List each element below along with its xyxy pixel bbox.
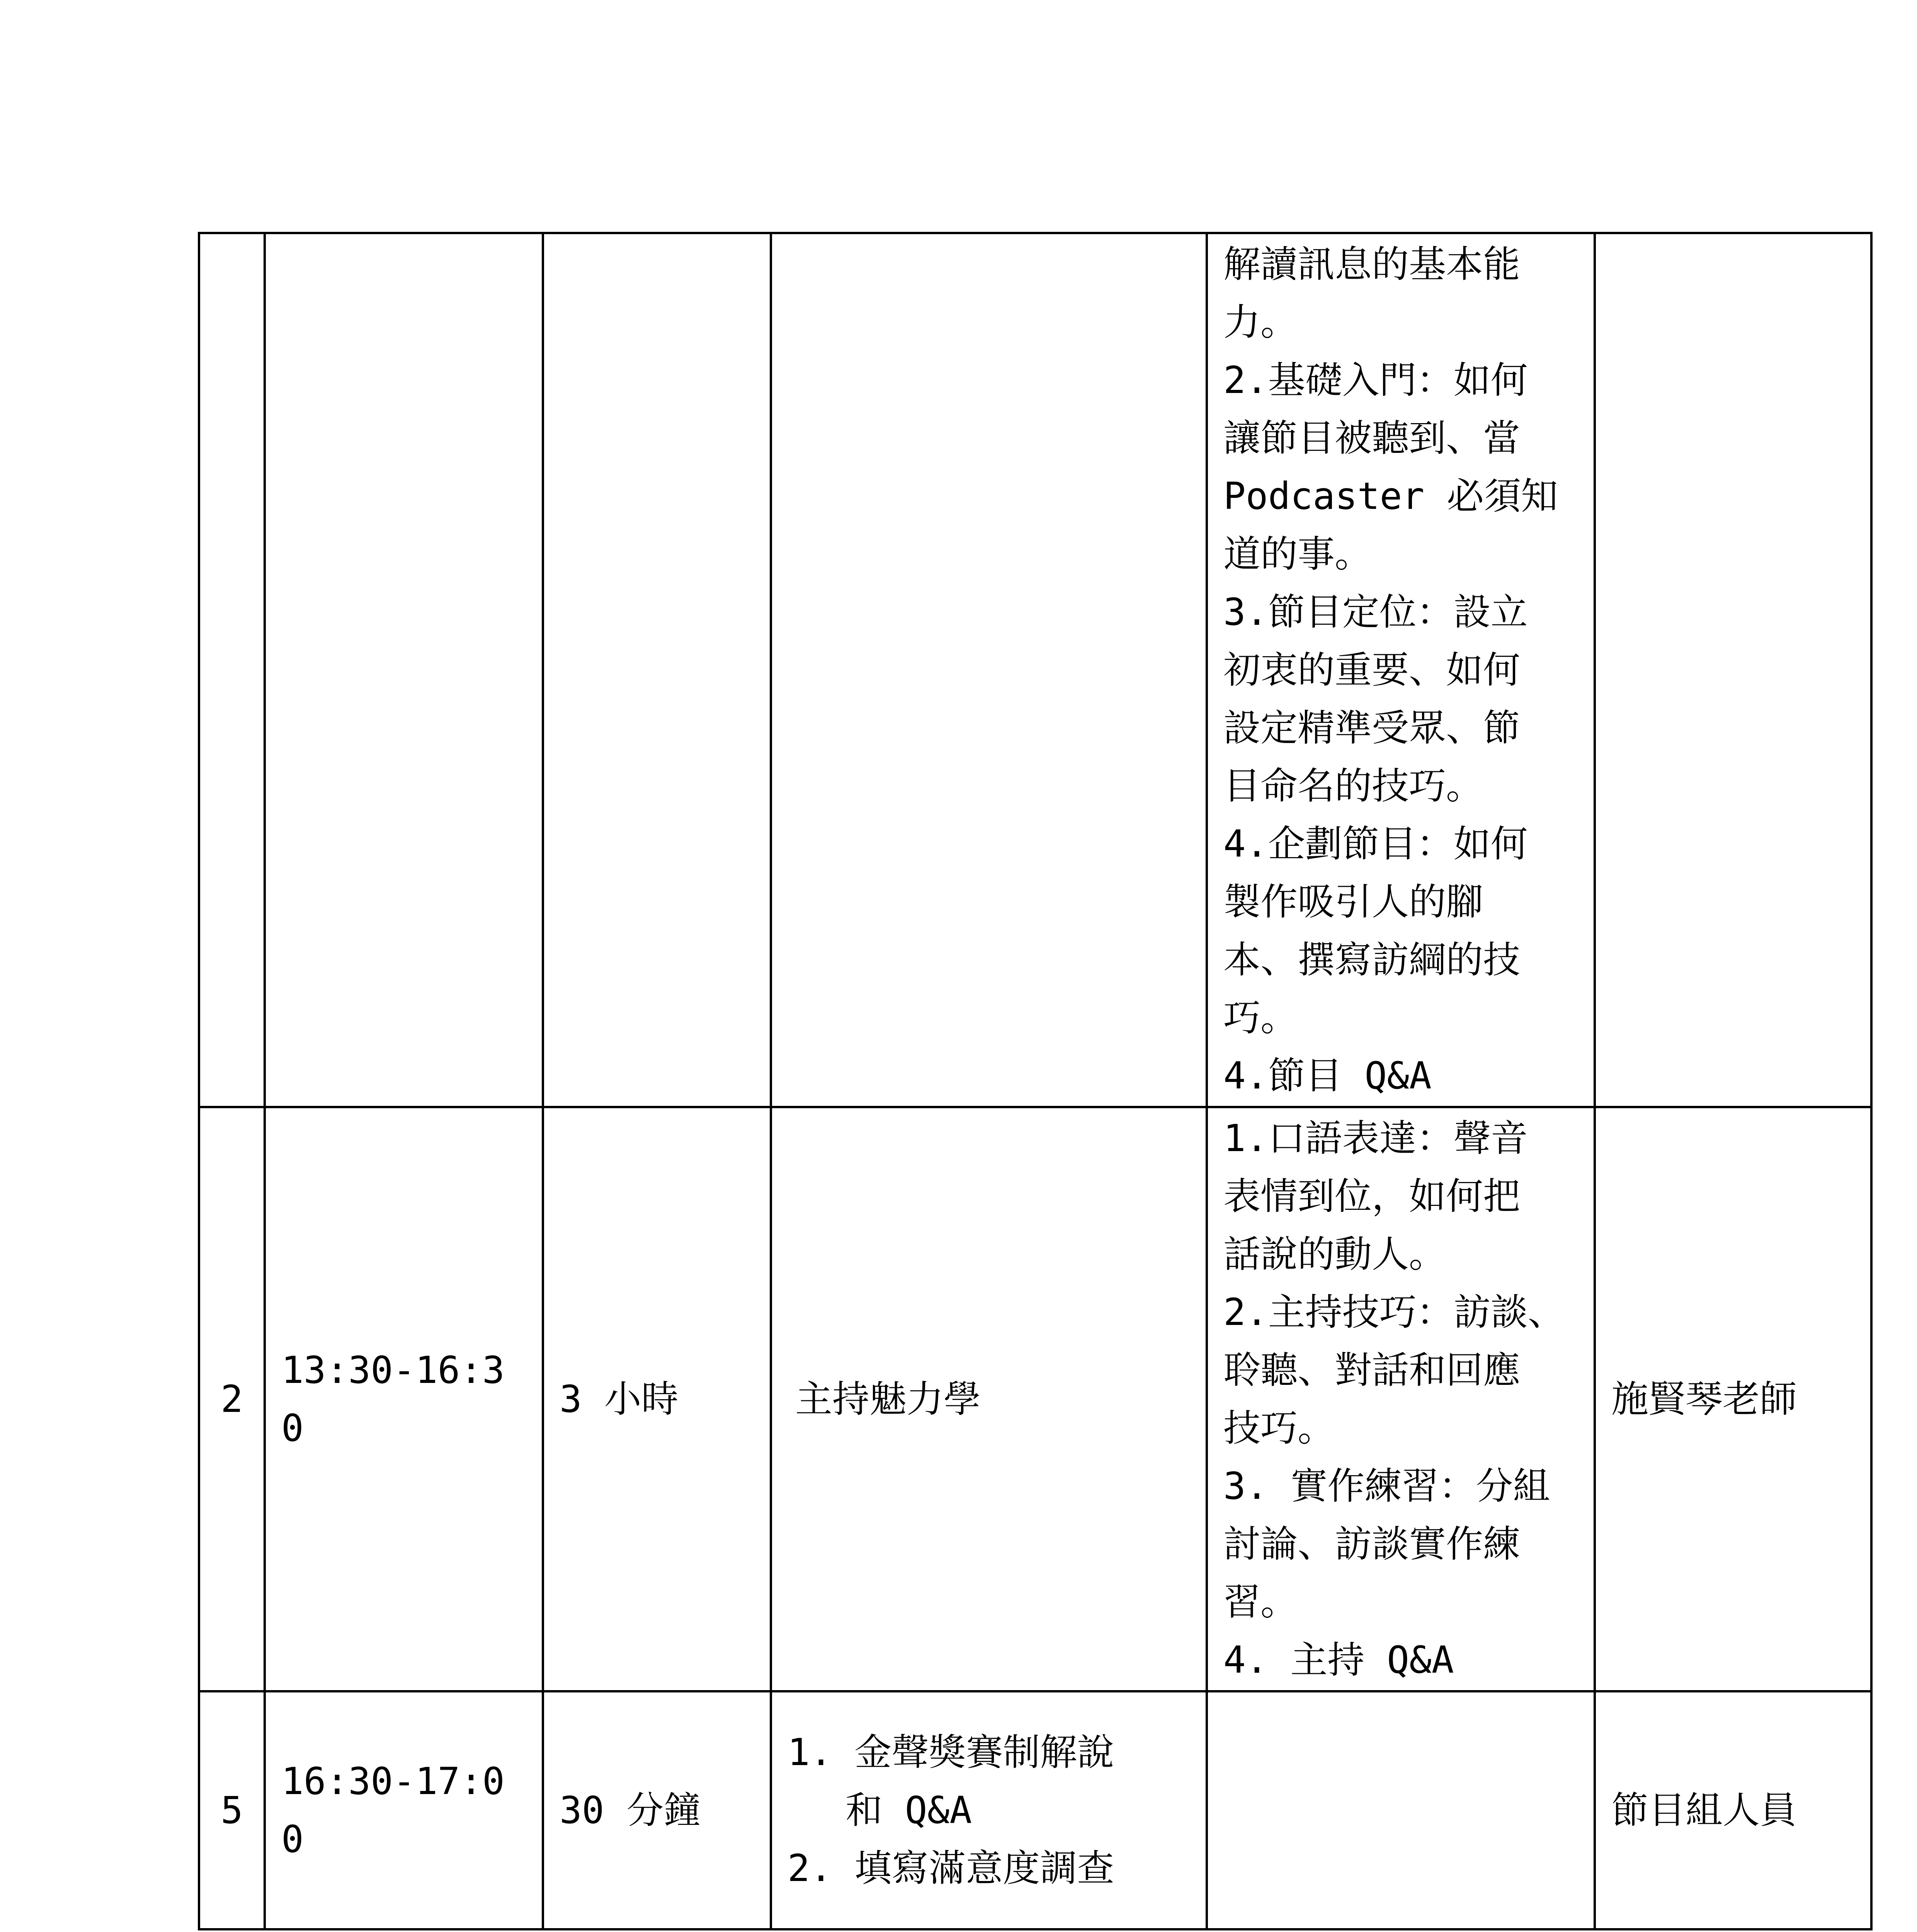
time-cell: 16:30-17:00 bbox=[265, 1691, 543, 1929]
content-cell bbox=[1207, 233, 1595, 1107]
list-item bbox=[788, 1839, 1190, 1897]
speaker-cell: 施賢琴老師 bbox=[1595, 1107, 1871, 1691]
content-line: 4.節目 Q&A bbox=[1223, 1054, 1432, 1097]
topic-cell: 主持魅力學 bbox=[771, 1107, 1207, 1691]
content-line: 討論、訪談實作練 bbox=[1223, 1522, 1520, 1566]
content-line: 製作吸引人的腳 bbox=[1223, 880, 1483, 923]
table-row bbox=[199, 233, 1871, 1107]
content-line: 3. 實作練習：分組 bbox=[1223, 1464, 1550, 1508]
list-text: 填寫滿意度調查 bbox=[854, 1847, 1114, 1890]
topic-list bbox=[788, 1723, 1190, 1897]
content-line: 解讀訊息的基本能 bbox=[1223, 243, 1520, 286]
content-line: 聆聽、對話和回應 bbox=[1223, 1349, 1520, 1392]
duration-cell bbox=[543, 233, 771, 1107]
topic-cell bbox=[771, 1691, 1207, 1929]
list-text-continued: 和 Q&A bbox=[845, 1789, 972, 1832]
content-cell bbox=[1207, 1691, 1595, 1929]
schedule-table bbox=[198, 232, 1873, 1930]
content-line: 表情到位，如何把 bbox=[1223, 1175, 1520, 1218]
speaker-cell: 節目組人員 bbox=[1595, 1691, 1871, 1929]
content-line: 巧。 bbox=[1223, 996, 1298, 1039]
list-number: 2. bbox=[788, 1847, 832, 1890]
time-cell bbox=[265, 233, 543, 1107]
list-number: 1. bbox=[788, 1731, 832, 1774]
content-line: 初衷的重要、如何 bbox=[1223, 648, 1520, 692]
content-line: 1.口語表達：聲音 bbox=[1223, 1117, 1528, 1160]
content-line: 4.企劃節目：如何 bbox=[1223, 822, 1528, 866]
table-row bbox=[199, 1691, 1871, 1929]
content-line: 2.主持技巧：訪談、 bbox=[1223, 1291, 1565, 1334]
list-text: 金聲獎賽制解說 bbox=[854, 1731, 1114, 1774]
content-line: 4. 主持 Q&A bbox=[1223, 1638, 1454, 1682]
duration-cell: 30 分鐘 bbox=[543, 1691, 771, 1929]
content-line: 本、撰寫訪綱的技 bbox=[1223, 938, 1520, 981]
time-cell: 13:30-16:30 bbox=[265, 1107, 543, 1691]
content-cell bbox=[1207, 1107, 1595, 1691]
content-line: 目命名的技巧。 bbox=[1223, 764, 1483, 808]
content-line: 3.節目定位：設立 bbox=[1223, 590, 1528, 634]
speaker-cell bbox=[1595, 233, 1871, 1107]
content-line: Podcaster 必須知 bbox=[1223, 474, 1558, 518]
topic-cell bbox=[771, 233, 1207, 1107]
table-row bbox=[199, 1107, 1871, 1691]
duration-cell: 3 小時 bbox=[543, 1107, 771, 1691]
content-line: 讓節目被聽到、當 bbox=[1223, 417, 1520, 460]
list-item bbox=[788, 1723, 1190, 1839]
content-line: 設定精準受眾、節 bbox=[1223, 706, 1520, 750]
content-line: 技巧。 bbox=[1223, 1406, 1335, 1450]
session-number-cell: 2 bbox=[199, 1107, 265, 1691]
content-line: 道的事。 bbox=[1223, 532, 1372, 576]
content-line: 習。 bbox=[1223, 1580, 1298, 1624]
content-line: 力。 bbox=[1223, 301, 1298, 344]
content-line: 2.基礎入門：如何 bbox=[1223, 359, 1528, 402]
session-number-cell: 5 bbox=[199, 1691, 265, 1929]
session-number-cell bbox=[199, 233, 265, 1107]
content-line: 話說的動人。 bbox=[1223, 1233, 1446, 1276]
